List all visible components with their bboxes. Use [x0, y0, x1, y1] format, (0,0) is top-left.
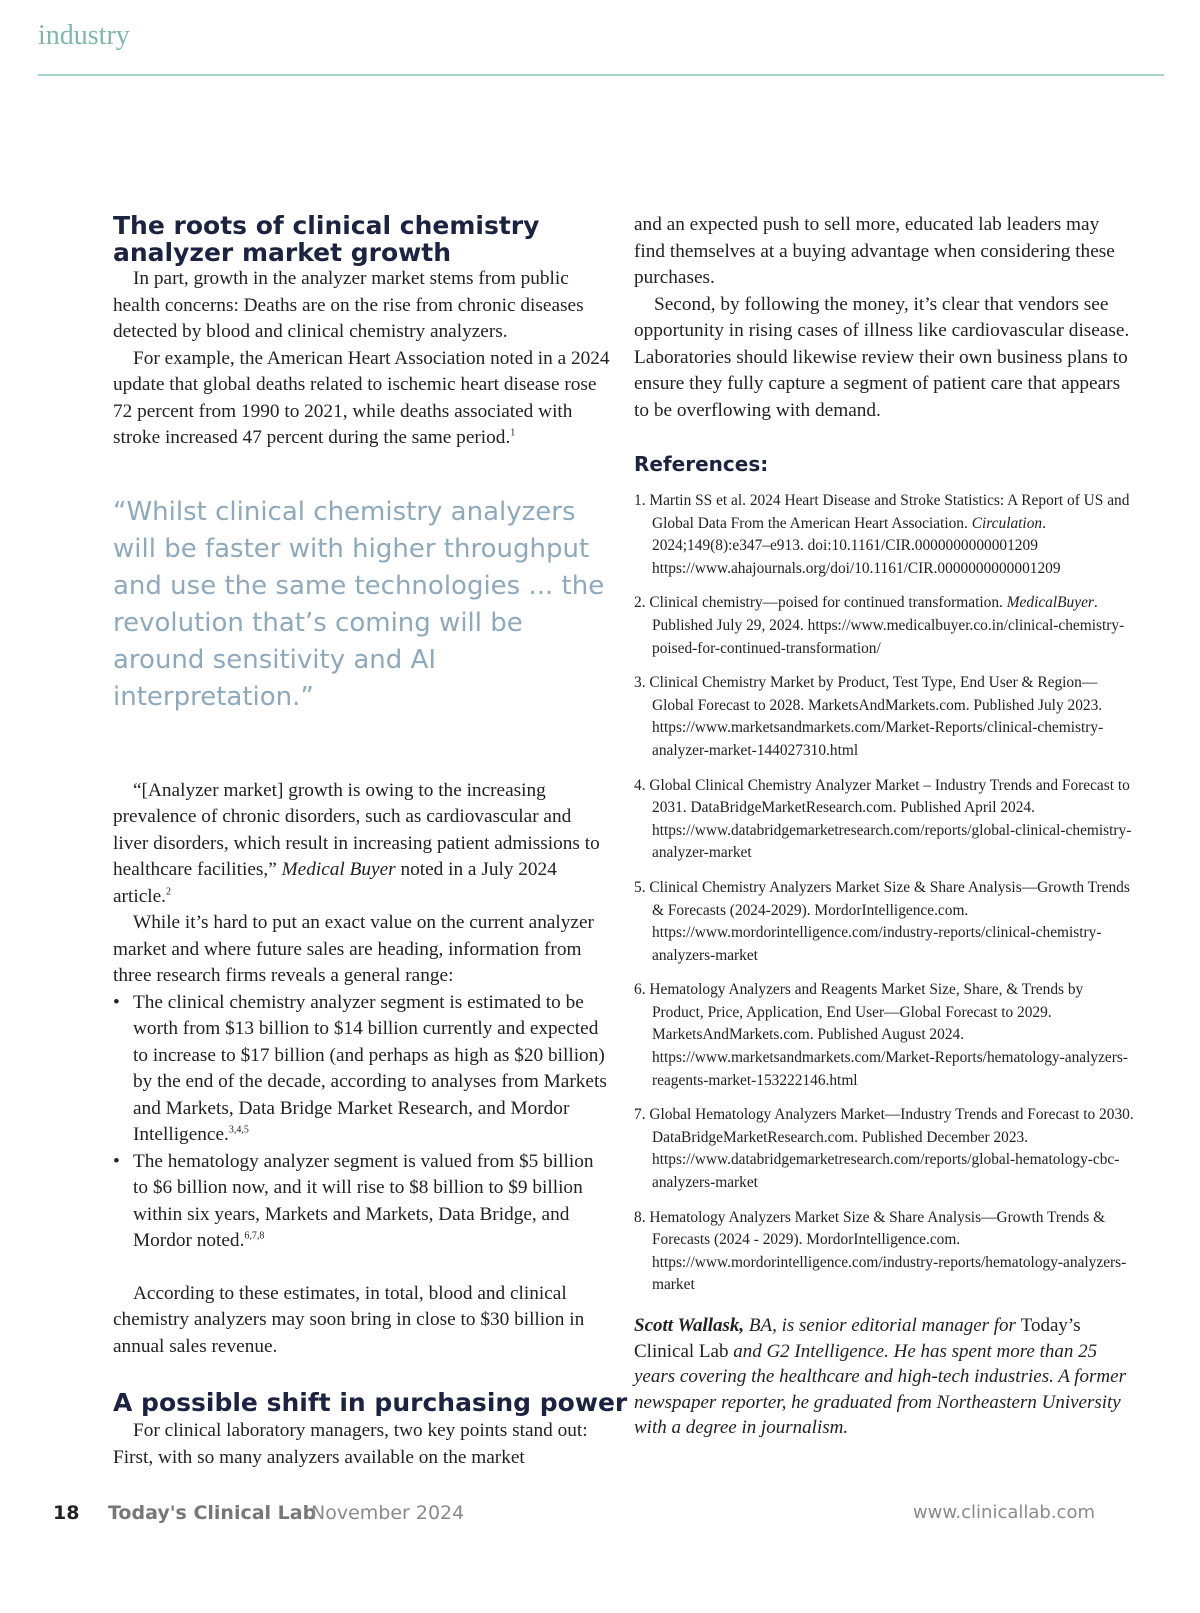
author-name: Scott Wallask,: [634, 1315, 745, 1336]
paragraph-total-revenue: According to these estimates, in total, blood and clinical chemistry analyzers may soon bring in close to $30 billion in annual sales revenue.: [113, 1282, 585, 1357]
paragraph-text: “[Analyzer market] growth is owing to the increasing prevalence of chronic disorders, such as cardiovascular and liver disorders, which result in increasing patient admissions to healthcare facilities,”: [113, 779, 600, 880]
bullet-marker: •: [113, 991, 120, 1013]
references-heading: References:: [634, 452, 769, 476]
section-heading-purchasing-power: A possible shift in purchasing power: [113, 1388, 628, 1417]
website-url: www.clinicallab.com: [912, 1502, 1095, 1523]
page-number: 18: [53, 1502, 80, 1524]
spacer: [113, 1255, 610, 1281]
issue-date: November 2024: [311, 1502, 465, 1524]
citation-marker: 1: [510, 427, 516, 439]
paragraph-aha-stats: [113, 346, 610, 452]
section-label: industry: [38, 20, 130, 51]
right-column: [634, 212, 1134, 1441]
paragraph-buying-advantage: and an expected push to sell more, educated lab leaders may find themselves at a buying advantage when considering these purchases.: [634, 214, 1115, 288]
market-estimates-list: [113, 990, 610, 1255]
reference-item: 4. Global Clinical Chemistry Analyzer Market – Industry Trends and Forecast to 2031. DataBridgeMarketResearch.com. Published April 2024. https://www.databridgemarketresearch.com/reports/global-clinical-chemistry-analyzer-market: [634, 776, 1132, 862]
pull-quote: “Whilst clinical chemistry analyzers will be faster with higher throughput and use the same technologies ... the revolution that’s coming will be around sensitivity and AI interpretation.”: [113, 496, 605, 712]
list-item-text: The clinical chemistry analyzer segment is estimated to be worth from $13 billion to $14 billion currently and expected to increase to $17 billion (and perhaps as high as $20 billion) by the end of the decade, according to analyses from Markets and Markets, Data Bridge Market Research, and Mordor Intelligence.: [133, 991, 607, 1145]
reference-item: 5. Clinical Chemistry Analyzers Market Size & Share Analysis—Growth Trends & Forecasts (2024-2029). MordorIntelligence.com. https://www.mordorintelligence.com/industry-reports/clinical-chemistry-analyzers-market: [634, 878, 1130, 964]
magazine-name: Today's Clinical Lab: [108, 1502, 317, 1524]
citation-marker: 2: [166, 886, 171, 898]
reference-item: 2. Clinical chemistry—poised for continued transformation. MedicalBuyer. Published July 29, 2024. https://www.medicalbuyer.co.in/clinical-chemistry-poised-for-continued-transformation/: [634, 594, 1125, 657]
left-column: [113, 211, 628, 1471]
reference-item: 1. Martin SS et al. 2024 Heart Disease and Stroke Statistics: A Report of US and Global Data From the American Heart Association. Circulation. 2024;149(8):e347–e913. doi:10.1161/CIR.0000000000001209 https://www.ahajournals.org/doi/10.1161/CIR.0000000000001209: [634, 492, 1130, 577]
reference-item: 8. Hematology Analyzers Market Size & Share Analysis—Growth Trends & Forecasts (2024 - 2029). MordorIntelligence.com. https://www.mordorintelligence.com/industry-reports/hematology-analyzers-market: [634, 1208, 1127, 1294]
paragraph-text: For example, the American Heart Association noted in a 2024 update that global deaths related to ischemic heart disease rose 72 percent from 1990 to 2021, while deaths associated with stroke increased 47 percent during the same period.: [113, 347, 610, 448]
references-list: [634, 490, 1134, 1297]
page-footer: [53, 1502, 1095, 1532]
paragraph-text: noted in a July 2024 article.: [113, 859, 557, 907]
paragraph-following-money: Second, by following the money, it’s clear that vendors see opportunity in rising cases of illness like cardiovascular disease. Laboratories should likewise review their own business plans to ensure they fully capture a segment of patient care that appears to be overflowing with demand.: [634, 293, 1130, 421]
author-bio: Scott Wallask, BA, is senior editorial manager for Today’s Clinical Lab and G2 Intelligence. He has spent more than 25 years covering the healthcare and high-tech industries. A former newspaper reporter, he graduated from Northeastern University with a degree in journalism.: [634, 1315, 1126, 1438]
list-item: [113, 990, 610, 1149]
paragraph-key-points: For clinical laboratory managers, two key points stand out: First, with so many analyzers available on the market: [113, 1420, 588, 1468]
reference-item: 7. Global Hematology Analyzers Market—Industry Trends and Forecast to 2030. DataBridgeMarketResearch.com. Published December 2023. https://www.databridgemarketresearch.com/reports/global-hematology-cbc-analyzers-market: [634, 1106, 1134, 1192]
paragraph-medical-buyer-quote: [113, 778, 610, 911]
paragraph-market-range: While it’s hard to put an exact value on the current analyzer market and where future sales are heading, information from three research firms reveals a general range:: [113, 912, 594, 986]
list-item: [113, 1149, 610, 1255]
citation-marker: 6,7,8: [244, 1230, 265, 1242]
paragraph-public-health: In part, growth in the analyzer market stems from public health concerns: Deaths are on the rise from chronic diseases detected by blood and clinical chemistry analyzers.: [113, 268, 584, 342]
header-divider: [38, 74, 1164, 76]
publication-name: Today’s Clinical Lab: [634, 1315, 1081, 1362]
reference-item: 6. Hematology Analyzers and Reagents Market Size, Share, & Trends by Product, Price, Application, End User—Global Forecast to 2029. MarketsAndMarkets.com. Published August 2024. https://www.marketsandmarkets.com/Market-Reports/hematology-analyzers-reagents-market-153222146.html: [634, 981, 1128, 1089]
list-item-text: The hematology analyzer segment is valued from $5 billion to $6 billion now, and it will rise to $8 billion to $9 billion within six years, Markets and Markets, Data Bridge, and Mordor noted.: [133, 1150, 594, 1251]
reference-item: 3. Clinical Chemistry Market by Product, Test Type, End User & Region—Global Forecast to 2028. MarketsAndMarkets.com. Published July 2023. https://www.marketsandmarkets.com/Market-Reports/clinical-chemistry-analyzer-market-144027310.html: [634, 674, 1104, 759]
section-heading-roots: The roots of clinical chemistry analyzer market growth: [113, 211, 540, 267]
bullet-marker: •: [113, 1150, 120, 1172]
publication-name: Medical Buyer: [281, 859, 396, 880]
citation-marker: 3,4,5: [228, 1124, 249, 1136]
